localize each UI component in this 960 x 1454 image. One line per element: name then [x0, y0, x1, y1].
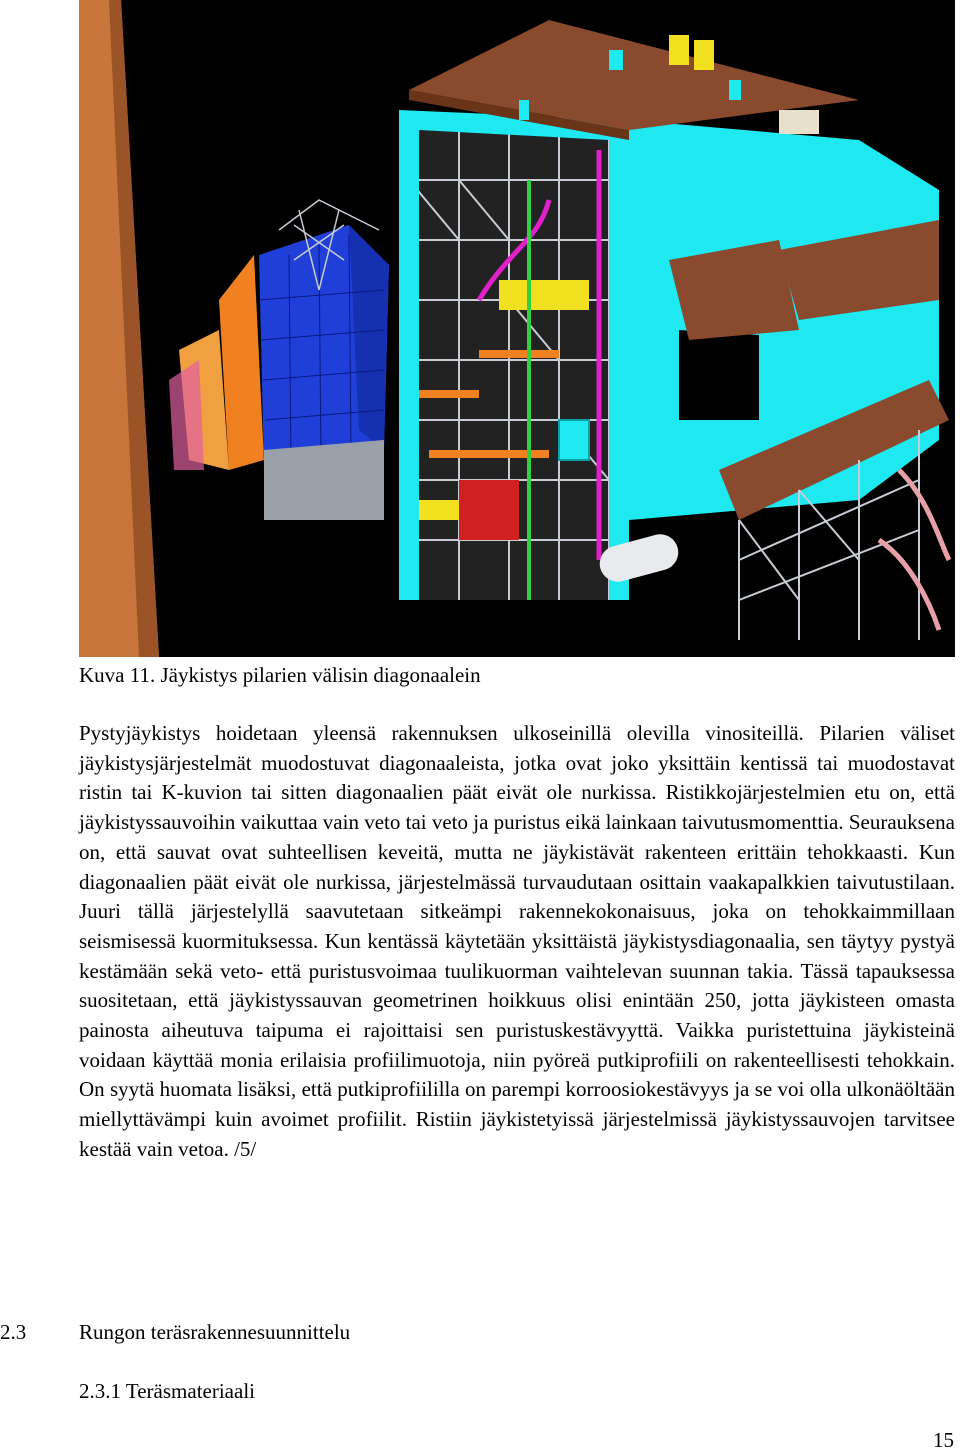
subsection-number: 2.3.1 — [79, 1379, 121, 1403]
page-number: 15 — [933, 1428, 954, 1452]
figure-caption: Kuva 11. Jäykistys pilarien välisin diagonaalein — [79, 663, 481, 687]
subsection-title: Teräsmateriaali — [125, 1379, 255, 1403]
power-plant-3d-model-image — [79, 0, 955, 657]
section-title: Rungon teräsrakennesuunnittelu — [79, 1320, 351, 1344]
body-paragraph: Pystyjäykistys hoidetaan yleensä rakennuksen ulkoseinillä olevilla vinositeillä. Pilarien väliset jäykistysjärjestelmät muodostuvat diagonaaleista, jotka ovat joko yksittäin kentissä tai muodostavat ristin tai K-kuvion tai sitten diagonaalien päät eivät ole nurkissa. Ristikkojärjestelmien etu on, että jäykistyssauvoihin vaikuttaa vain veto tai veto ja puristus eikä lainkaan taivutusmomenttia. Seurauksena on, että sauvat ovat suhteellisen keveitä, mutta ne jäykistävät rakenteen erittäin tehokkaasti. Kun diagonaalien päät eivät ole nurkissa, järjestelmässä turvaudutaan osittain vaakapalkkien taivutustilaan. Juuri tällä järjestelyllä saavutetaan sitkeämpi rakennekokonaisuus, joka on tehokkaimmillaan seismisessä kuormituksessa. Kun kentässä käytetään yksittäistä jäykistysdiagonaalia, sen täytyy pystyä kestämään sekä veto- että puristusvoimaa tuulikuorman vaihtelevan suunnan takia. Tässä tapauksessa suositetaan, että jäykistyssauvan geometrinen hoikkuus olisi enintään 250, jotta jäykisteen omasta painosta aiheutuva taipuma ei rajoittaisi sen puristuskestävyyttä. Vaikka puristettuina jäykisteinä voidaan käyttää monia erilaisia profiilimuotoja, niin pyöreä putkiprofiili on rakenteellisesti tehokkain. On syytä huomata lisäksi, että putkiprofiililla on parempi korroosiokestävyys ja se voi olla ulkonäöltään miellyttävämpi kuin avoimet profiilit. Ristiin jäykistetyissä järjestelmissä jäykistyssauvojen tarvitsee kestää vain vetoa. /5/ — [79, 721, 955, 1161]
central-steel-frame — [399, 120, 629, 600]
section-heading — [0, 1318, 350, 1346]
subsection-heading — [79, 1377, 255, 1405]
section-number: 2.3 — [0, 1320, 27, 1344]
